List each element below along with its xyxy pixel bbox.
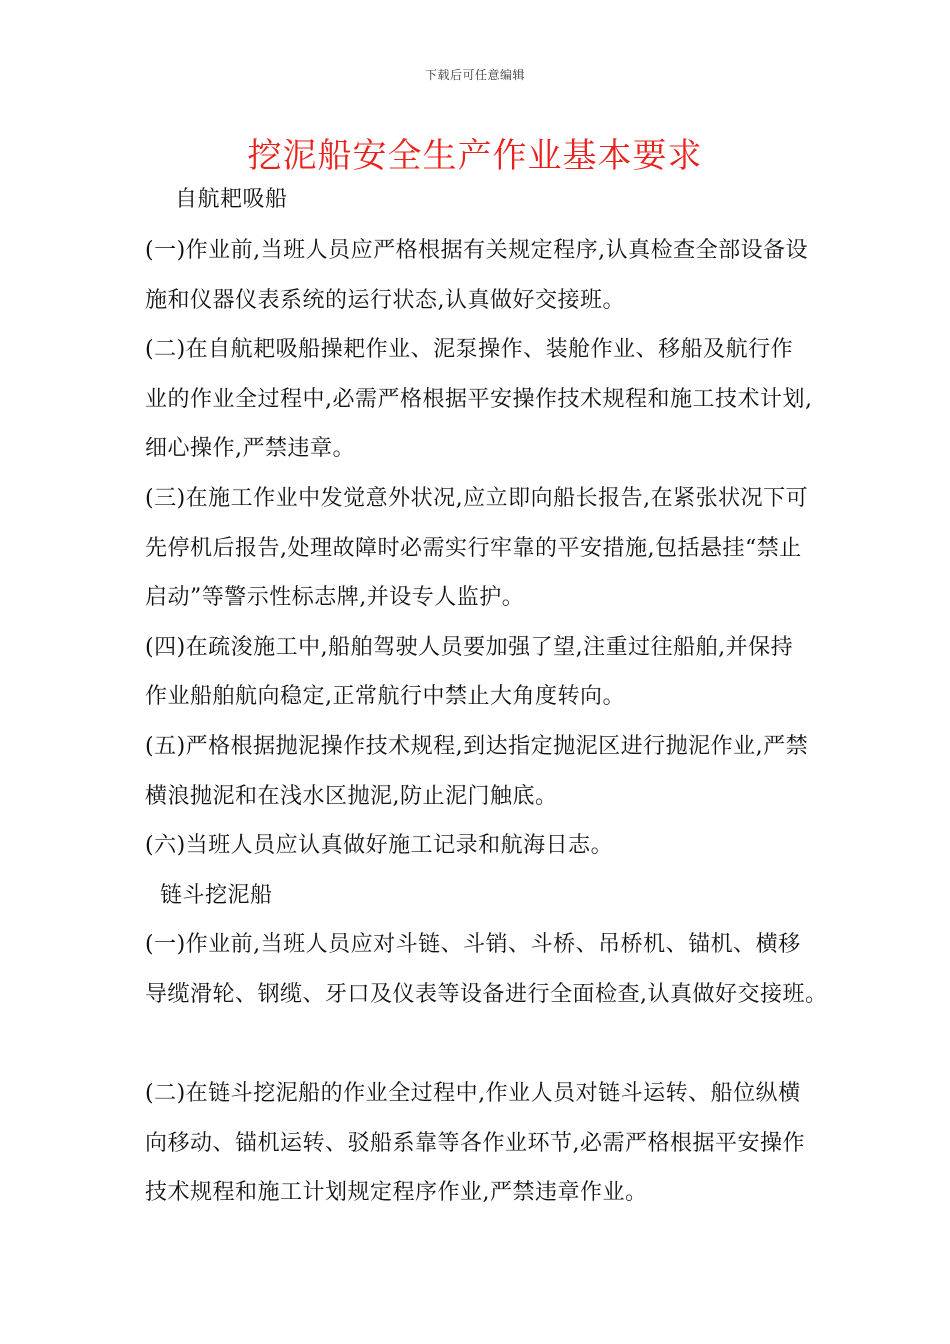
paragraph-line: (四)在疏浚施工中,船舶驾驶人员要加强了望,注重过往船舶,并保持 bbox=[145, 635, 794, 660]
paragraph-line: 启动”等警示性标志牌,并设专人监护。 bbox=[145, 585, 525, 610]
paragraph-line: 作业船舶航向稳定,正常航行中禁止大角度转向。 bbox=[145, 684, 625, 709]
section-heading: 自航耙吸船 bbox=[175, 187, 288, 212]
section-heading: 链斗挖泥船 bbox=[160, 883, 273, 908]
paragraph-line: (一)作业前,当班人员应对斗链、斗销、斗桥、吊桥机、锚机、横移 bbox=[145, 932, 801, 957]
paragraph-line: 施和仪器仪表系统的运行状态,认真做好交接班。 bbox=[145, 288, 625, 313]
header-note: 下载后可任意编辑 bbox=[424, 68, 525, 82]
document-title: 挖泥船安全生产作业基本要求 bbox=[247, 136, 703, 176]
paragraph-line: 横浪抛泥和在浅水区抛泥,防止泥门触底。 bbox=[145, 784, 558, 809]
paragraph-line: 导缆滑轮、钢缆、牙口及仪表等设备进行全面检查,认真做好交接班。 bbox=[145, 982, 828, 1007]
paragraph-line: 细心操作,严禁违章。 bbox=[145, 436, 355, 461]
paragraph-line: 先停机后报告,处理故障时必需实行牢靠的平安措施,包括悬挂“禁止 bbox=[145, 536, 802, 561]
paragraph-line: (一)作业前,当班人员应严格根据有关规定程序,认真检查全部设备设 bbox=[145, 238, 809, 263]
paragraph-line: 向移动、锚机运转、驳船系靠等各作业环节,必需严格根据平安操作 bbox=[145, 1131, 805, 1156]
paragraph-line: 业的作业全过程中,必需严格根据平安操作技术规程和施工技术计划, bbox=[145, 387, 813, 412]
paragraph-line: (六)当班人员应认真做好施工记录和航海日志。 bbox=[145, 833, 614, 858]
paragraph-line: 技术规程和施工计划规定程序作业,严禁违章作业。 bbox=[145, 1180, 648, 1205]
paragraph-line: (二)在链斗挖泥船的作业全过程中,作业人员对链斗运转、船位纵横 bbox=[145, 1081, 801, 1106]
paragraph-line: (五)严格根据抛泥操作技术规程,到达指定抛泥区进行抛泥作业,严禁 bbox=[145, 734, 809, 759]
paragraph-line: (三)在施工作业中发觉意外状况,应立即向船长报告,在紧张状况下可 bbox=[145, 486, 809, 511]
paragraph-line: (二)在自航耙吸船操耙作业、泥泵操作、装舱作业、移船及航行作 bbox=[145, 337, 794, 362]
